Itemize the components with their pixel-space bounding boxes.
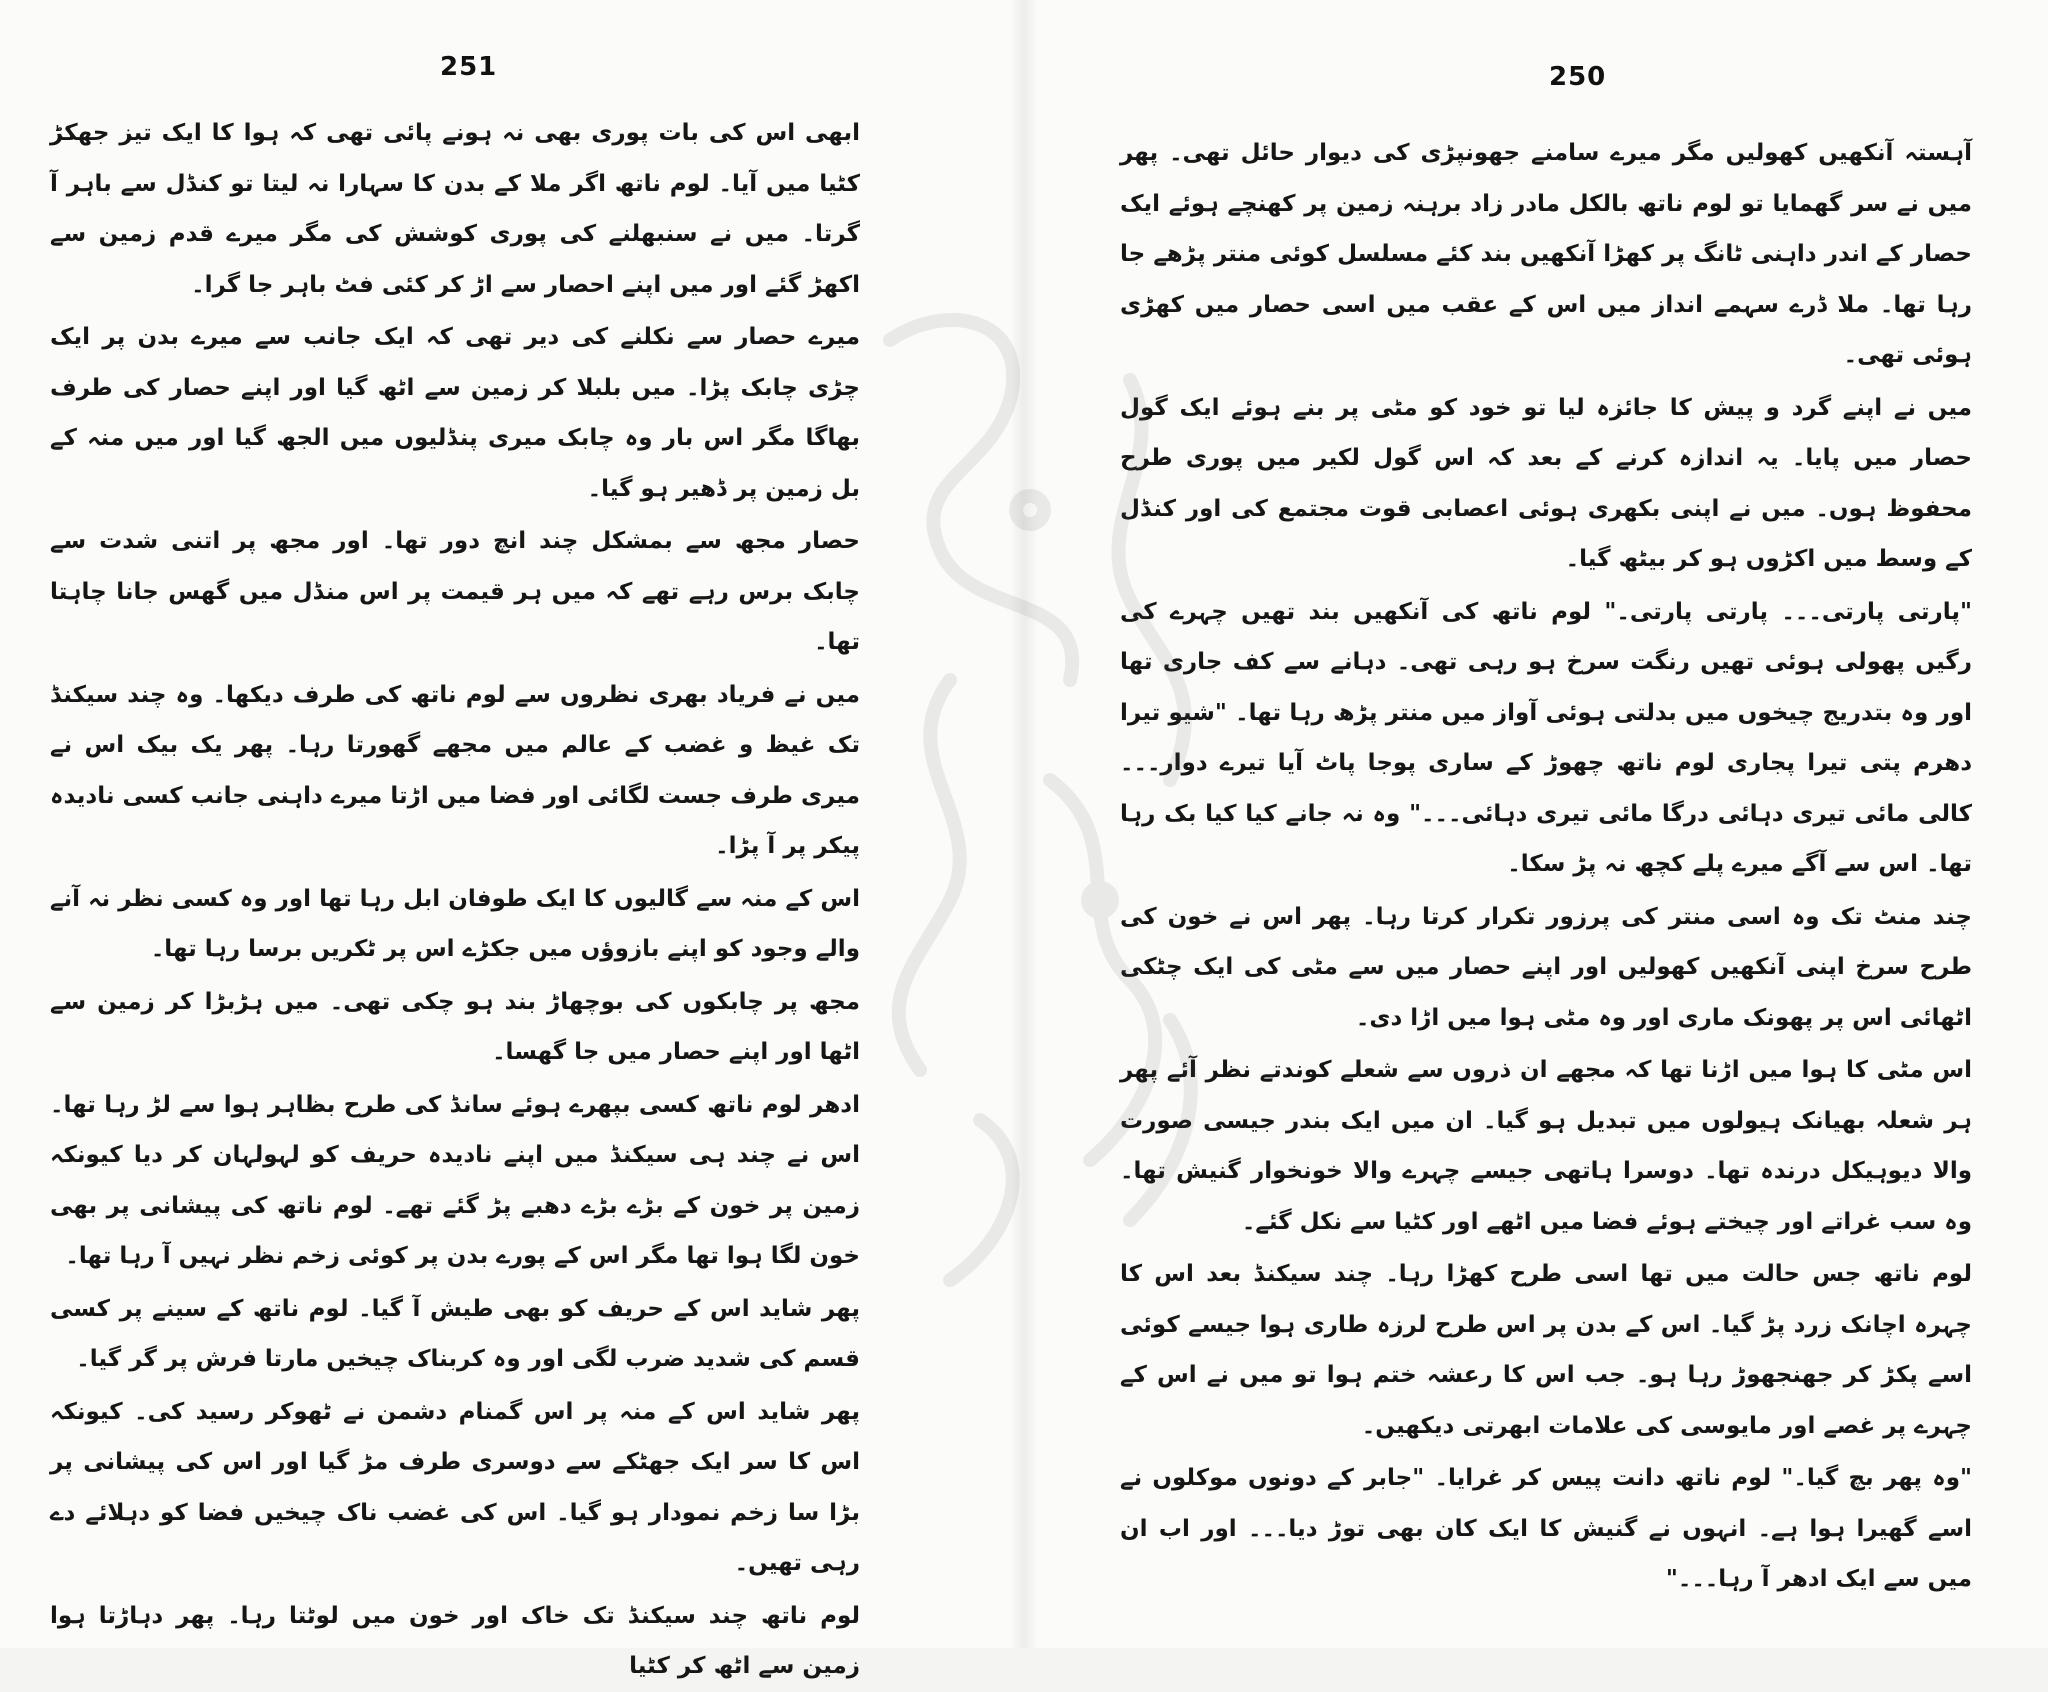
paragraph: میرے حصار سے نکلنے کی دیر تھی کہ ایک جانب سے میرے بدن پر ایک چڑی چابک پڑا۔ میں بلبلا کر زمین سے اٹھ گیا اور اپنے حصار کی طرف بھاگا مگر اس بار وہ چابک میری پنڈلیوں میں الجھ گیا اور میں منہ کے بل زمین پر ڈھیر ہو گیا۔ bbox=[50, 324, 860, 502]
right-page bbox=[1024, 0, 2048, 1648]
page-number-right: 250 bbox=[1549, 62, 1607, 92]
book-gutter bbox=[1010, 0, 1038, 1648]
paragraph: پھر شاید اس کے حریف کو بھی طیش آ گیا۔ لوم ناتھ کے سینے پر کسی قسم کی شدید ضرب لگی اور وہ کربناک چیخیں مارتا فرش پر گر گیا۔ bbox=[50, 1295, 860, 1372]
paragraph: ادھر لوم ناتھ کسی بپھرے ہوئے سانڈ کی طرح بظاہر ہوا سے لڑ رہا تھا۔ اس نے چند ہی سیکنڈ میں اپنے نادیدہ حریف کو لہولہان کر دیا کیونکہ زمین پر خون کے بڑے بڑے دھبے پڑ گئے تھے۔ لوم ناتھ کی پیشانی پر بھی خون لگا ہوا تھا مگر اس کے پورے بدن پر کوئی زخم نظر نہیں آ رہا تھا۔ bbox=[50, 1091, 860, 1269]
paragraph: آہستہ آنکھیں کھولیں مگر میرے سامنے جھونپڑی کی دیوار حائل تھی۔ پھر میں نے سر گھمایا تو لوم ناتھ بالکل مادر زاد برہنہ زمین پر کھنچے ہوئے ایک حصار کے اندر داہنی ٹانگ پر کھڑا آنکھیں بند کئے مسلسل کوئی منتر پڑھے جا رہا تھا۔ ملا ڈرے سہمے انداز میں اس کے عقب میں اسی حصار میں کھڑی ہوئی تھی۔ bbox=[1120, 140, 1972, 368]
paragraph: میں نے فریاد بھری نظروں سے لوم ناتھ کی طرف دیکھا۔ وہ چند سیکنڈ تک غیظ و غضب کے عالم میں مجھے گھورتا رہا۔ پھر یک بیک اس نے میری طرف جست لگائی اور فضا میں اڑتا میرے داہنی جانب کسی نادیدہ پیکر پر آ پڑا۔ bbox=[50, 681, 860, 859]
paragraph: "پارتی پارتی۔۔۔ پارتی پارتی۔" لوم ناتھ کی آنکھیں بند تھیں چہرے کی رگیں پھولی ہوئی تھیں رنگت سرخ ہو رہی تھی۔ دہانے سے کف جاری تھا اور وہ بتدریج چیخوں میں بدلتی ہوئی آواز میں منتر پڑھ رہا تھا۔ "شیو تیرا دھرم پتی تیرا پجاری لوم ناتھ چھوڑ کے ساری پوجا پاٹ آیا تیرے دوار۔۔۔ کالی مائی تیری دہائی درگا مائی تیری دہائی۔۔۔" وہ نہ جانے کیا کیا بک رہا تھا۔ اس سے آگے میرے پلے کچھ نہ پڑ سکا۔ bbox=[1120, 598, 1972, 877]
paragraph: میں نے اپنے گرد و پیش کا جائزہ لیا تو خود کو مٹی پر بنے ہوئے ایک گول حصار میں پایا۔ یہ اندازہ کرنے کے بعد کہ اس گول لکیر میں پوری طرح محفوظ ہوں۔ میں نے اپنی بکھری ہوئی اعصابی قوت مجتمع کی اور کنڈل کے وسط میں اکڑوں ہو کر بیٹھ گیا۔ bbox=[1120, 394, 1972, 572]
paragraph: پھر شاید اس کے منہ پر اس گمنام دشمن نے ٹھوکر رسید کی۔ کیونکہ اس کا سر ایک جھٹکے سے دوسری طرف مڑ گیا اور اس کی پیشانی پر بڑا سا زخم نمودار ہو گیا۔ اس کی غضب ناک چیخیں فضا کو دہلائے دے رہی تھیں۔ bbox=[50, 1398, 860, 1576]
paragraph: چند منٹ تک وہ اسی منتر کی پرزور تکرار کرتا رہا۔ پھر اس نے خون کی طرح سرخ اپنی آنکھیں کھولیں اور اپنے حصار میں سے مٹی کی ایک چٹکی اٹھائی اس پر پھونک ماری اور وہ مٹی ہوا میں اڑا دی۔ bbox=[1120, 903, 1972, 1031]
right-page-text bbox=[1120, 128, 1972, 1605]
paragraph: اس کے منہ سے گالیوں کا ایک طوفان ابل رہا تھا اور وہ کسی نظر نہ آنے والے وجود کو اپنے بازوؤں میں جکڑے اس پر ٹکریں برسا رہا تھا۔ bbox=[50, 885, 860, 962]
paragraph: لوم ناتھ چند سیکنڈ تک خاک اور خون میں لوٹتا رہا۔ پھر دہاڑتا ہوا زمین سے اٹھ کر کٹیا bbox=[50, 1602, 860, 1679]
left-page bbox=[0, 0, 1024, 1679]
paragraph: "وہ پھر بچ گیا۔" لوم ناتھ دانت پیس کر غرایا۔ "جابر کے دونوں موکلوں نے اسے گھیرا ہوا ہے۔ انہوں نے گنیش کا ایک کان بھی توڑ دیا۔۔۔ اور اب ان میں سے ایک ادھر آ رہا۔۔۔" bbox=[1120, 1465, 1972, 1592]
paragraph: لوم ناتھ جس حالت میں تھا اسی طرح کھڑا رہا۔ چند سیکنڈ بعد اس کا چہرہ اچانک زرد پڑ گیا۔ اس کے بدن پر اس طرح لرزہ طاری ہوا جیسے کوئی اسے پکڑ کر جھنجھوڑ رہا ہو۔ جب اس کا رعشہ ختم ہوا تو میں نے اس کے چہرے پر غصے اور مایوسی کی علامات ابھرتی دیکھیں۔ bbox=[1120, 1261, 1972, 1439]
paragraph: مجھ پر چابکوں کی بوچھاڑ بند ہو چکی تھی۔ میں ہڑبڑا کر زمین سے اٹھا اور اپنے حصار میں جا گھسا۔ bbox=[50, 988, 860, 1065]
paragraph: اس مٹی کا ہوا میں اڑنا تھا کہ مجھے ان ذروں سے شعلے کوندتے نظر آئے پھر ہر شعلہ بھیانک ہیولوں میں تبدیل ہو گیا۔ ان میں ایک بندر جیسی صورت والا دیوہیکل درندہ تھا۔ دوسرا ہاتھی جیسے چہرے والا خونخوار گنیش تھا۔ وہ سب غراتے اور چیختے ہوئے فضا میں اٹھے اور کٹیا سے نکل گئے۔ bbox=[1120, 1057, 1972, 1235]
page-number-left: 251 bbox=[440, 52, 498, 82]
left-page-text bbox=[50, 108, 860, 1692]
paragraph: حصار مجھ سے بمشکل چند انچ دور تھا۔ اور مجھ پر اتنی شدت سے چابک برس رہے تھے کہ میں ہر قیمت پر اس منڈل میں گھس جانا چاہتا تھا۔ bbox=[50, 528, 860, 655]
paragraph: ابھی اس کی بات پوری بھی نہ ہونے پائی تھی کہ ہوا کا ایک تیز جھکڑ کٹیا میں آیا۔ لوم ناتھ اگر ملا کے بدن کا سہارا نہ لیتا تو کنڈل سے باہر آ گرتا۔ میں نے سنبھلنے کی پوری کوشش کی مگر میرے قدم زمین سے اکھڑ گئے اور میں اپنے احصار سے اڑ کر کئی فٹ باہر جا گرا۔ bbox=[50, 120, 860, 298]
